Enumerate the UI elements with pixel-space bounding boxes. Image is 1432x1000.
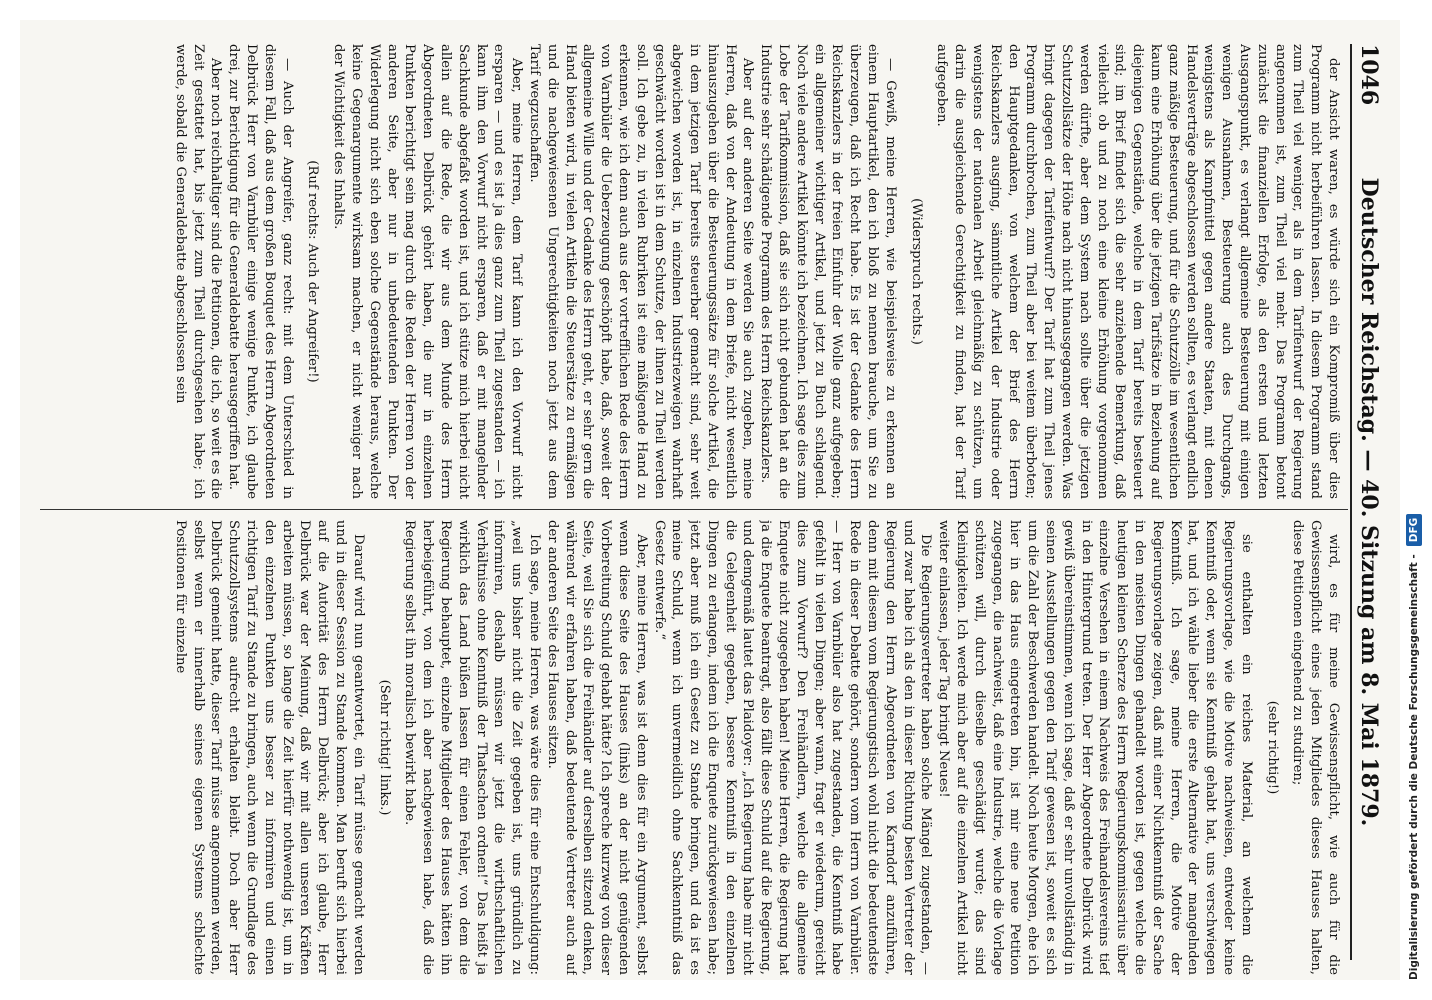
- paragraph: Aber, meine Herren, was ist denn dies für ein Argument, selbst wenn diese Seite des Hauses (links) an der nicht genügenden Vorbereitung Schuld gehabt hätte? Ich spreche kurzweg von dieser Seite, weil Sie sich die Freihändler auf derselben sitzend denken, während wir erfahren haben, daß bedeutende Vertreter auch auf der anderen Seite des Hauses sitzen.: [544, 520, 649, 975]
- paragraph: (sehr richtig!): [1264, 700, 1280, 795]
- side-credit-text: [1402, 20, 1426, 980]
- paragraph: sie enthalten ein reiches Material, an welchem die Regierungsvorlage, wie die Motive nachweisen, entweder keine Kenntniß oder, wenn sie Kenntniß gehabt hat, uns verschwiegen hat, und ich wähle lieber die erste Alternative der mangelnden Kenntniß. Ich sage, meine Herren, die Motive der Regierungsvorlage zeigen, daß mit einer Nichtkenntniß der Sache in den meisten Dingen gehandelt worden ist, gegen welche die heutigen kleinen Scherze des Herrn Regierungskommissarius über einzelne Versehen in einem Nachweis des Freihandelsvereins tief in den Hintergrund treten. Der Herr Abgeordnete Delbrück wird gewiß übereinstimmen, wenn ich sage, daß er sehr unvollständig in seinen Ausstellungen gegen den Tarif gewesen ist, soweit es sich um die Zahl der Beschwerden handelt. Noch heute Morgen, ehe ich hier in das Haus eingetreten bin, ist mir eine neue Petition zugegangen, die nachweist, daß eine Industrie, welche die Vorlage schützen will, durch dieselbe geschädigt wurde; das sind Kleinigkeiten. Ich werde mich aber auf die einzelnen Artikel nicht weiter einlassen, jeder Tag bringt Neues!: [936, 520, 1254, 975]
- page-number: 1046: [1356, 44, 1382, 106]
- paragraph: Ich sage, meine Herren, was wäre dies für eine Entschuldigung: „weil uns bisher nicht die Zeit gegeben ist, uns gründlich zu informiren, deshalb müssen wir jetzt die wirthschaftlichen Verhältnisse ohne Kenntniß der Thatsachen ordnen!“ Das heißt ja wirklich das Land büßen lassen für einen Fehler, von dem die Regierung behauptet, einzelne Mitglieder des Hauses hätten ihn herbeigeführt, von dem ich aber nachgewiesen habe, daß die Regierung selbst ihn moralisch bewirkt habe.: [402, 520, 542, 975]
- paragraph: Aber noch reichhaltiger sind die Petitionen, die ich, so weit es die Zeit gestattet hat, bis jetzt zum Theil durchgesehen habe; ich werde, sobald die Generaldebatte abgeschlossen sein: [172, 44, 224, 499]
- text-column-left: [40, 44, 1342, 499]
- paragraph: (Sehr richtig! links.): [376, 679, 392, 816]
- dfg-logo: DFG: [1406, 514, 1422, 547]
- paragraph: der Ansicht waren, es würde sich ein Kompromiß über dies Programm nicht herbeiführen lassen. In diesem Programm stand zum Theil viel weniger, als in dem Tarifentwurf der Regierung angenommen ist, zum Theil viel mehr. Das Programm betont zunächst die finanziellen Erfolge, als den ersten und letzten Ausgangspunkt, es verlangt allgemeine Besteuerung mit einigen wenigen Ausnahmen, Besteuerung auch des Durchgangs, wenigstens als Kampfmittel gegen andere Staaten, mit denen Handelsverträge abgeschlossen werden sollten, es verlangt endlich ganz mäßige Besteuerung, und für die Schutzzölle im wesentlichen kaum eine Erhöhung über die jetzigen Tarifsätze in Beziehung auf diejenigen Gegenstände, welche in dem Tarif bereits besteuert sind; im Brief findet sich die sehr anziehende Bemerkung, daß vielleicht ob und zu noch eine kleine Erhöhung vorgenommen werden dürfte, aber dem System nach sollte über die jetzigen Schutzzollsätze der Höhe nach nicht hinausgegangen werden. Was bringt dagegen der Tarifentwurf? Der Tarif hat zum Theil jenes Programm durchbrochen, zum Theil aber bei weitem überboten; den Hauptgedanken, von welchem der Brief des Herrn Reichskanzlers ausging, sämmtliche Artikel der Industrie oder wenigstens der nationalen Arbeit gleichmäßig zu schützen, um darin die ausgleichende Gerechtigkeit zu finden, hat der Tarif aufgegeben.: [934, 44, 1341, 499]
- side-credit: [1402, 20, 1426, 980]
- paragraph: Aber auf der anderen Seite werden Sie auch zugeben, meine Herren, daß von der Andeutung in dem Briefe, nicht wesentlich hinauszugehen über die Besteuerungssätze für solche Artikel, die in dem jetzigen Tarif bereits steuerbar gemacht sind, sehr weit abgewichen worden ist, in einzelnen Industriezweigen wahrhaft geschwächt worden ist in dem Schutze, der ihnen zu Theil werden soll. Ich gebe zu, in vielen Rubriken ist eine mäßigende Hand zu erkennen, wie ich denn auch aus der vortrefflichen Rede des Herrn von Varnbüler die Ueberzeugung geschöpft habe, daß, soweit der allgemeine Wille und der Gedanke des Herrn geht, er sehr gern die Hand bieten wird, in vielen Artikeln die Steuersätze zu ermäßigen und die nachgewiesenen Ungerechtigkeiten noch jetzt aus dem Tarif wegzuschaffen.: [526, 44, 756, 499]
- text-column-right: [40, 520, 1342, 975]
- paragraph: (Ruf rechts: Auch der Angreifer!): [305, 160, 321, 383]
- paragraph: — Gewiß, meine Herren, wie beispielsweise zu erkennen an einem Hauptartikel, den ich bloß zu nennen brauche, um Sie zu überzeugen, daß ich Recht habe. Es ist der Gedanke des Herrn Reichskanzlers in der freien Einfuhr der Wolle ganz aufgegeben; ein allgemeiner wichtiger Artikel, und jetzt zu Buch schlagend. Noch viele andere Artikel könnte ich bezeichnen. Ich sage dies zum Lobe der Tarifkommission, daß sie sich nicht gebunden hat an die Industrie sehr schädigende Programm des Herrn Reichskanzlers.: [758, 44, 898, 499]
- scanned-page: [20, 20, 1400, 980]
- paragraph: wird, es für meine Gewissenspflicht, wie auch für die Gewissenspflicht eines jeden Mitgliedes dieses Hauses halten, diese Petitionen eingehend zu studiren;: [1290, 520, 1341, 975]
- paragraph: — Auch der Angreifer, ganz recht: mit dem Unterschied in diesem Fall, daß aus dem großen Bouquet des Herrn Abgeordneten Delbrück Herr von Varnbüler einige wenige Punkte, ich glaube drei, zur Berichtigung für die Generaldebatte herausgegriffen hat.: [226, 44, 295, 499]
- funding-note: Digitalisierung gefördert durch die Deutsche Forschungsgemeinschaft -: [1408, 554, 1420, 980]
- paragraph: Die Regierungsvertreter haben solche Mängel zugestanden, — und zwar habe ich als den in dieser Richtung besten Vertreter der Regierung den Herrn Abgeordneten von Karndorf anzuführen, denn mit diesem vom Regierungstisch wohl nicht die bedeutendste Rede in dieser Debatte gehört, sondern vom Herrn von Varnbüler. — Herr von Varnbüler also hat zugestanden, die Kenntniß habe gefehlt in vielen Dingen; aber wann, fragt er wiederum, gereicht dies zum Vorwurf? Den Freihändlern, welche die allgemeine Enquete nicht zugegeben haben! Meine Herren, die Regierung hat ja die Enquete beantragt, also fällt diese Schuld auf die Regierung, und demgemäß lautet das Plaidoyer: „Ich Regierung habe mir nicht die Gelegenheit gegeben, bessere Kenntniß in den einzelnen Dingen zu erlangen, indem ich die Enquete zurückgewiesen habe; jetzt aber muß ich ein Gesetz zu Stande bringen, und da ist es meine Schuld, wenn ich unvermeidlich ohne Sachkenntniß das Gesetz entwerfe.“: [651, 520, 934, 975]
- column-divider: [40, 509, 1348, 510]
- paragraph: (Widerspruch rechts.): [908, 198, 924, 345]
- paragraph: Darauf wird nun geantwortet, ein Tarif müsse gemacht werden und in dieser Session zu Stande kommen. Man beruft sich hierbei auf die Autorität des Herrn Delbrück; aber ich glaube, Herr Delbrück war der Meinung, daß wir mit allen unseren Kräften arbeiten müssen, so lange die Zeit hierfür nothwendig ist, um in den einzelnen Punkten uns besser zu informiren und einen richtigen Tarif zu Stande zu bringen, auch wenn die Grundlage des Schutzzollsystems aufrecht erhalten bleibt. Doch aber Herr Delbrück gemeint hatte, dieser Tarif müsse angenommen werden, selbst wenn er innerhalb seines eigenen Systems schlechte Positionen für einzelne: [172, 520, 366, 975]
- paragraph: Aber, meine Herren, dem Tarif kann ich den Vorwurf nicht ersparen — und es ist ja dies ganz zum Theil zugestanden — ich kann ihm den Vorwurf nicht ersparen, daß er mit mangelnder Sachkunde abgefaßt worden ist, und ich stütze mich hierbei nicht allein auf die Rede, die wir aus dem Munde des Herrn Abgeordneten Delbrück gehört haben, die nur in einzelnen Punkten berichtigt sein mag durch die Reden der Herren von der anderen Seite, aber nur in unbedeutenden Punkten. Der Widerlegung nicht sich eben solche Gegenstände heraus, welche keine Gegenargumente wirksam machen, er nicht weniger nach der Wichtigkeit des Inhalts.: [331, 44, 525, 499]
- running-title: Deutscher Reichstag. — 40. Sitzung am 8. Mai 1879.: [1356, 177, 1382, 827]
- page-header: [1350, 44, 1386, 960]
